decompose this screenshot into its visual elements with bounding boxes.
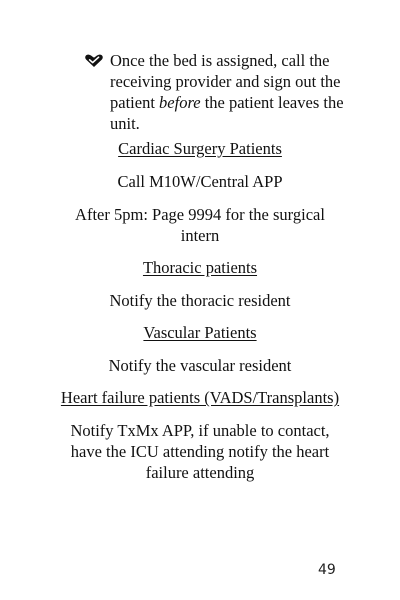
bullet-text: [84, 50, 354, 134]
section-heading-cardiac-surgery: Cardiac Surgery Patients: [118, 139, 282, 158]
section-line-cardiac-call: Call M10W/Central APP: [117, 172, 283, 191]
section-heading-thoracic: Thoracic patients: [142, 258, 258, 277]
section-line-heart-failure: Notify TxMx APP, if unable to contact, have the ICU attending notify the heart failure attending: [70, 421, 330, 482]
section-line-cardiac-after-hours: After 5pm: Page 9994 for the surgical intern: [75, 205, 325, 245]
section-heading-vascular: Vascular Patients: [143, 323, 257, 342]
page-number: 49: [318, 562, 336, 578]
bullet-text-emphasis: before: [159, 93, 201, 112]
bullet-item: [84, 50, 354, 134]
section-line-vascular: Notify the vascular resident: [108, 356, 292, 375]
bullet-text-after: the patient leaves the unit.: [110, 93, 344, 133]
bullet-text-before: Once the bed is assigned, call the receiving provider and sign out the patient: [110, 51, 341, 112]
section-line-thoracic: Notify the thoracic resident: [109, 291, 291, 310]
heart-checkmark-icon: [84, 54, 104, 68]
section-heading-heart-failure: Heart failure patients (VADS/Transplants): [60, 388, 340, 407]
section-list: [58, 138, 342, 483]
